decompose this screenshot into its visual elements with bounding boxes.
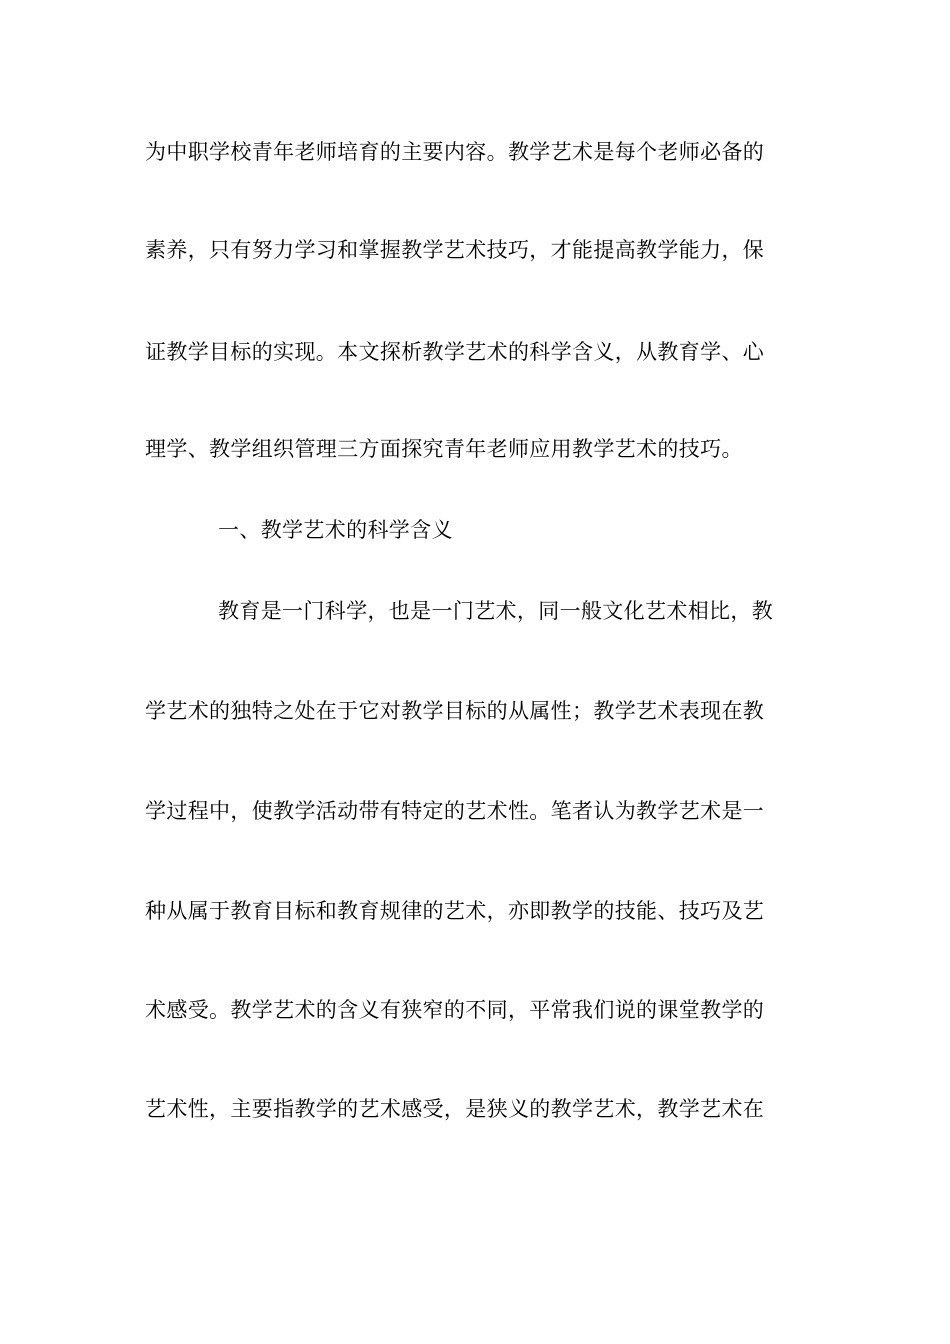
paragraph-1-line-4: 理学、教学组织管理三方面探究青年老师应用教学艺术的技巧。 (145, 437, 743, 461)
paragraph-2-line-4: 种从属于教育目标和教育规律的艺术，亦即教学的技能、技巧及艺 (145, 899, 765, 923)
paragraph-2-line-1: 教育是一门科学，也是一门艺术，同一般文化艺术相比，教 (218, 599, 774, 623)
paragraph-1-line-3: 证教学目标的实现。本文探析教学艺术的科学含义，从教育学、心 (145, 340, 765, 364)
section-heading: 一、教学艺术的科学含义 (218, 518, 453, 542)
paragraph-2-line-6: 艺术性，主要指教学的艺术感受，是狭义的教学艺术，教学艺术在 (145, 1097, 765, 1121)
paragraph-1-line-2: 素养，只有努力学习和掌握教学艺术技巧，才能提高教学能力，保 (145, 238, 765, 262)
paragraph-1-line-1: 为中职学校青年老师培育的主要内容。教学艺术是每个老师必备的 (145, 140, 765, 164)
paragraph-2-line-3: 学过程中，使教学活动带有特定的艺术性。笔者认为教学艺术是一 (145, 799, 765, 823)
paragraph-2-line-5: 术感受。教学艺术的含义有狭窄的不同，平常我们说的课堂教学的 (145, 998, 765, 1022)
paragraph-2-line-2: 学艺术的独特之处在于它对教学目标的从属性；教学艺术表现在教 (145, 699, 765, 723)
